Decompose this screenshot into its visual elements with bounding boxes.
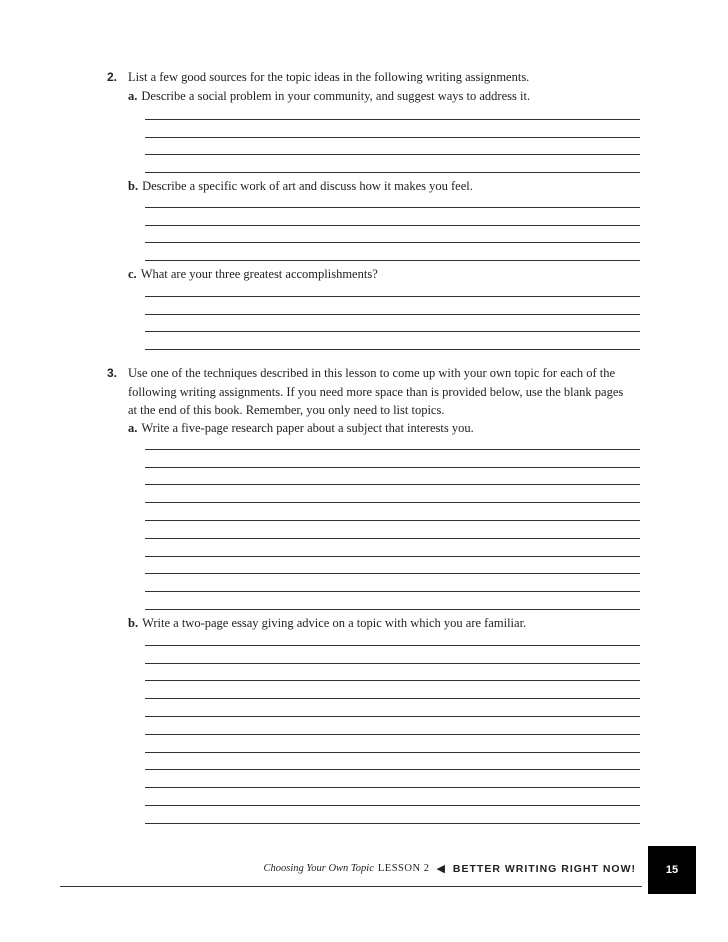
answer-line[interactable] — [145, 753, 640, 771]
answer-lines-3a[interactable] — [145, 432, 640, 610]
answer-line[interactable] — [145, 190, 640, 208]
answer-lines-2b[interactable] — [145, 190, 640, 261]
item-letter: a. — [128, 421, 138, 435]
answer-line[interactable] — [145, 788, 640, 806]
answer-line[interactable] — [145, 646, 640, 664]
answer-line[interactable] — [145, 297, 640, 315]
answer-line[interactable] — [145, 770, 640, 788]
answer-line[interactable] — [145, 332, 640, 350]
question-3-number: 3. — [107, 366, 118, 380]
answer-line[interactable] — [145, 120, 640, 138]
answer-line[interactable] — [145, 503, 640, 521]
answer-line[interactable] — [145, 432, 640, 450]
answer-line[interactable] — [145, 521, 640, 539]
answer-line[interactable] — [145, 574, 640, 592]
answer-lines-2c[interactable] — [145, 279, 640, 350]
question-3-prompt-line-3: at the end of this book. Remember, you only need to list topics. — [128, 403, 445, 417]
answer-line[interactable] — [145, 450, 640, 468]
answer-line[interactable] — [145, 735, 640, 753]
answer-line[interactable] — [145, 699, 640, 717]
item-letter: a. — [128, 89, 138, 103]
footer-rule — [60, 886, 642, 887]
answer-line[interactable] — [145, 557, 640, 575]
answer-line[interactable] — [145, 138, 640, 156]
answer-line[interactable] — [145, 243, 640, 261]
answer-line[interactable] — [145, 806, 640, 824]
item-text: What are your three greatest accomplishments? — [140, 267, 378, 281]
question-2-number: 2. — [107, 70, 118, 84]
item-letter: b. — [128, 179, 139, 193]
answer-line[interactable] — [145, 539, 640, 557]
answer-line[interactable] — [145, 628, 640, 646]
item-text: Describe a social problem in your community, and suggest ways to address it. — [141, 89, 531, 103]
page-number: 15 — [665, 864, 679, 876]
answer-line[interactable] — [145, 468, 640, 486]
question-2-prompt: List a few good sources for the topic ideas in the following writing assignments. — [128, 70, 530, 84]
page-number-box — [648, 846, 696, 894]
lesson-label: LESSON 2 — [377, 863, 430, 874]
book-title: BETTER WRITING RIGHT NOW! — [452, 862, 636, 875]
answer-line[interactable] — [145, 664, 640, 682]
answer-line[interactable] — [145, 485, 640, 503]
page-footer — [264, 862, 637, 875]
left-arrow-icon: ◀ — [436, 863, 445, 875]
answer-line[interactable] — [145, 208, 640, 226]
answer-line[interactable] — [145, 315, 640, 333]
answer-line[interactable] — [145, 592, 640, 610]
question-3-prompt-line-2: following writing assignments. If you need more space than is provided below, use the blank pages — [128, 385, 624, 399]
item-text: Write a two-page essay giving advice on a topic with which you are familiar. — [142, 616, 527, 630]
item-letter: b. — [128, 616, 139, 630]
chapter-title: Choosing Your Own Topic — [263, 863, 374, 874]
item-text: Write a five-page research paper about a subject that interests you. — [141, 421, 474, 435]
answer-line[interactable] — [145, 102, 640, 120]
answer-line[interactable] — [145, 717, 640, 735]
answer-line[interactable] — [145, 226, 640, 244]
item-text: Describe a specific work of art and discuss how it makes you feel. — [142, 179, 473, 193]
answer-lines-3b[interactable] — [145, 628, 640, 824]
answer-line[interactable] — [145, 155, 640, 173]
answer-line[interactable] — [145, 279, 640, 297]
item-letter: c. — [128, 267, 137, 281]
answer-lines-2a[interactable] — [145, 102, 640, 173]
question-3-prompt-line-1: Use one of the techniques described in this lesson to come up with your own topic for each of the — [128, 366, 616, 380]
answer-line[interactable] — [145, 681, 640, 699]
